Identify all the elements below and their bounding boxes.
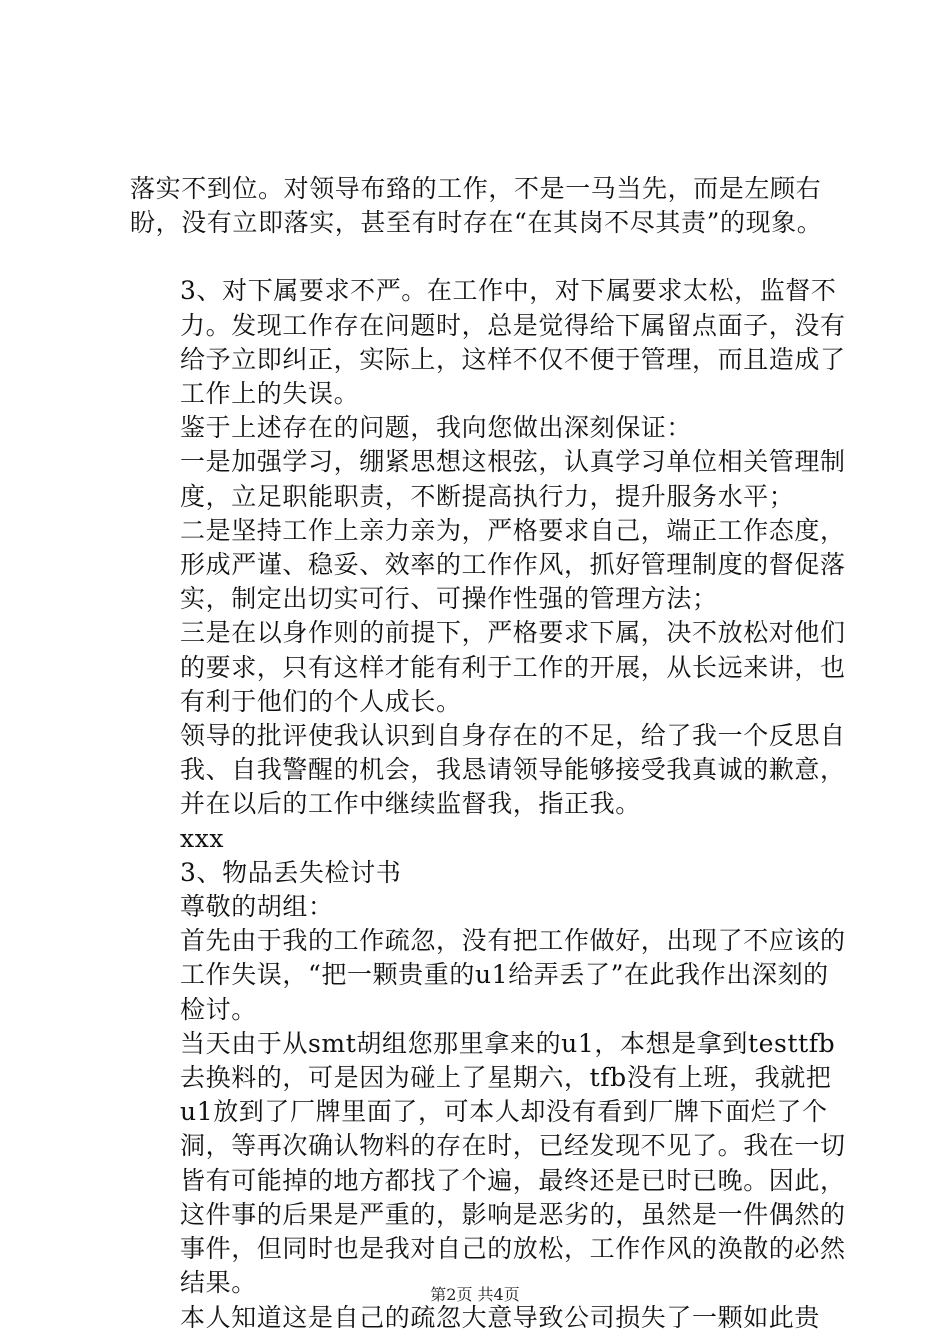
paragraph-incident: 当天由于从smt胡组您那里拿来的u1，本想是拿到testtfb去换料的，可是因为碰上了星期六，tfb没有上班，我就把u1放到了厂牌里面了，可本人却没有看到厂牌下面烂了个洞，等再次确认物料的存在时，已经发现不见了。我在一切皆有可能掉的地方都找了个遍，最终还是已时已晚。因此，这件事的后果是严重的，影响是恶劣的，虽然是一件偶然的事件，但同时也是我对自己的放松，工作作风的涣散的必然结果。 — [180, 1028, 846, 1298]
paragraph-guarantee-2: 二是坚持工作上亲力亲为，严格要求自己，端正工作态度，形成严谨、稳妥、效率的工作作风，抓好管理制度的督促落实，制定出切实可行、可操作性强的管理方法； — [180, 515, 846, 614]
paragraph-guarantee-3: 三是在以身作则的前提下，严格要求下属，决不放松对他们的要求，只有这样才能有利于工作的开展，从长远来讲，也有利于他们的个人成长。 — [180, 618, 846, 716]
paragraph-point-3: 3、对下属要求不严。在工作中，对下属要求太松，监督不力。发现工作存在问题时，总是觉得给下属留点面子，没有给予立即纠正，实际上，这样不仅不便于管理，而且造成了工作上的失误。 — [180, 276, 846, 409]
page-footer: 第2页 共4页 — [430, 1285, 520, 1304]
signature: xxx — [180, 823, 225, 853]
section-heading: 3、物品丢失检讨书 — [180, 857, 402, 887]
paragraph-trailing: 本人知道这是自己的疏忽大意导致公司损失了一颗如此贵 — [180, 1302, 821, 1332]
salutation: 尊敬的胡组： — [180, 892, 334, 922]
paragraph-apology: 首先由于我的工作疏忽，没有把工作做好，出现了不应该的工作失误，“把一颗贵重的u1给弄丢了”在此我作出深刻的检讨。 — [180, 926, 846, 1024]
paragraph-guarantee-intro: 鉴于上述存在的问题，我向您做出深刻保证： — [180, 413, 693, 443]
document-body — [130, 172, 850, 1335]
paragraph-guarantee-1: 一是加强学习，绷紧思想这根弦，认真学习单位相关管理制度，立足职能职责，不断提高执行力，提升服务水平； — [180, 447, 846, 511]
paragraph-continuation: 落实不到位。对领导布臵的工作，不是一马当先，而是左顾右盼，没有立即落实，甚至有时存在“在其岗不尽其责”的现象。 — [130, 174, 823, 238]
paragraph-closing: 领导的批评使我认识到自身存在的不足，给了我一个反思自我、自我警醒的机会，我恳请领导能够接受我真诚的歉意，并在以后的工作中继续监督我，指正我。 — [180, 721, 846, 819]
